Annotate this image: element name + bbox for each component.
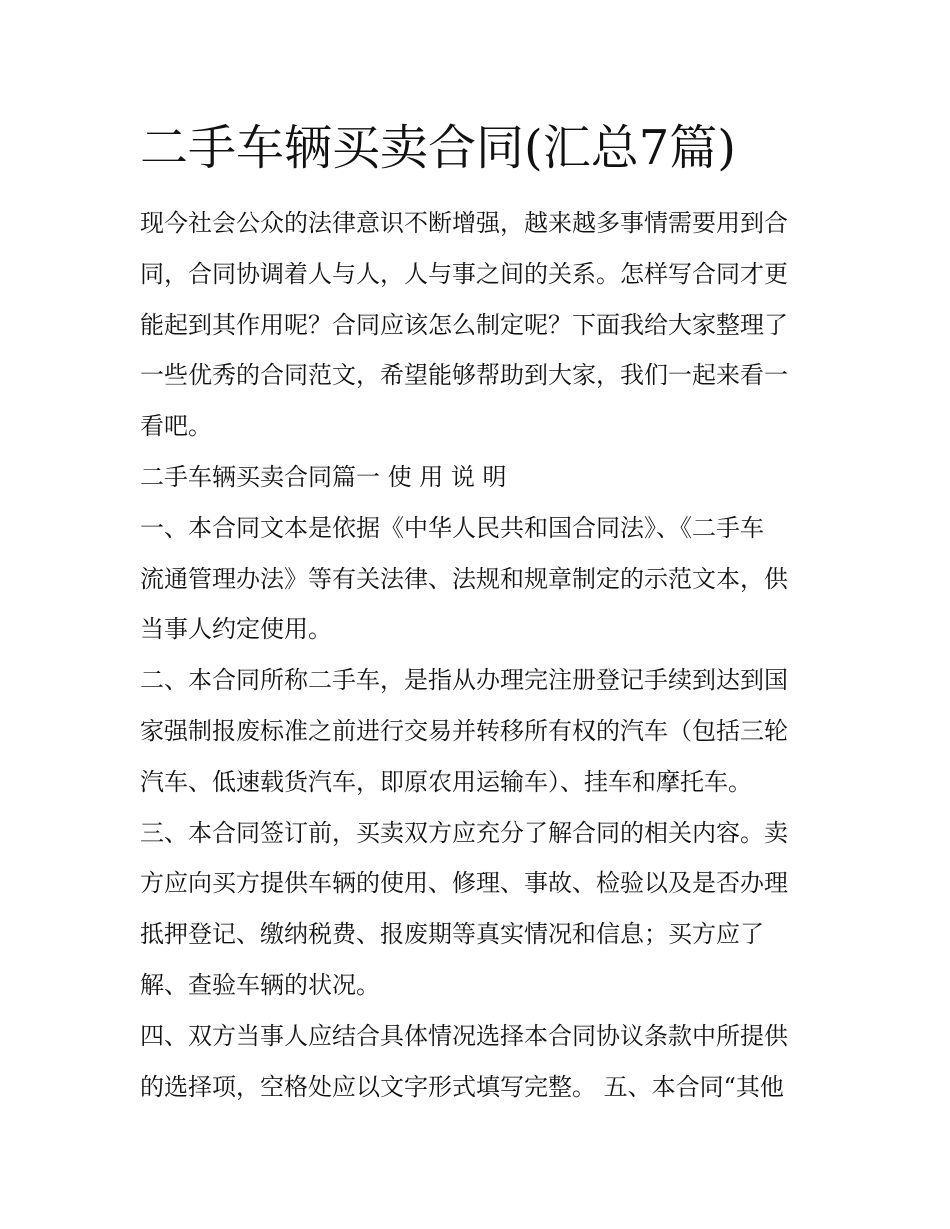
document-body (140, 198, 812, 1112)
body-line: 抵押登记、缴纳税费、报废期等真实情况和信息；买方应了 (140, 920, 764, 949)
body-line: 当事人约定使用。 (140, 615, 332, 644)
body-line: 一些优秀的合同范文，希望能够帮助到大家，我们一起来看一 (140, 361, 788, 390)
body-line: 的选择项，空格处应以文字形式填写完整。 五、本合同“其他 (140, 1072, 784, 1101)
body-line: 方应向买方提供车辆的使用、修理、事故、检验以及是否办理 (140, 869, 788, 898)
body-line: 汽车、低速载货汽车，即原农用运输车）、挂车和摩托车。 (140, 767, 752, 796)
body-line: 二、本合同所称二手车，是指从办理完注册登记手续到达到国 (140, 666, 788, 695)
body-line: 流通管理办法》等有关法律、法规和规章制定的示范文本，供 (140, 564, 788, 593)
body-line: 一、本合同文本是依据《中华人民共和国合同法》、《二手车 (140, 513, 764, 542)
document-title: 二手车辆买卖合同(汇总7篇) (140, 120, 736, 176)
body-line: 三、本合同签订前，买卖双方应充分了解合同的相关内容。卖 (140, 818, 788, 847)
body-line: 四、双方当事人应结合具体情况选择本合同协议条款中所提供 (140, 1021, 788, 1050)
body-line: 现今社会公众的法律意识不断增强，越来越多事情需要用到合 (140, 209, 788, 237)
body-line: 同，合同协调着人与人，人与事之间的关系。怎样写合同才更 (140, 259, 788, 288)
body-line: 家强制报废标准之前进行交易并转移所有权的汽车（包括三轮 (140, 716, 788, 745)
body-line: 看吧。 (140, 412, 212, 441)
body-line: 解、查验车辆的状况。 (140, 970, 380, 999)
body-line: 能起到其作用呢？合同应该怎么制定呢？下面我给大家整理了 (140, 310, 788, 339)
section-heading-line: 二手车辆买卖合同篇一 使 用 说 明 (140, 462, 507, 491)
